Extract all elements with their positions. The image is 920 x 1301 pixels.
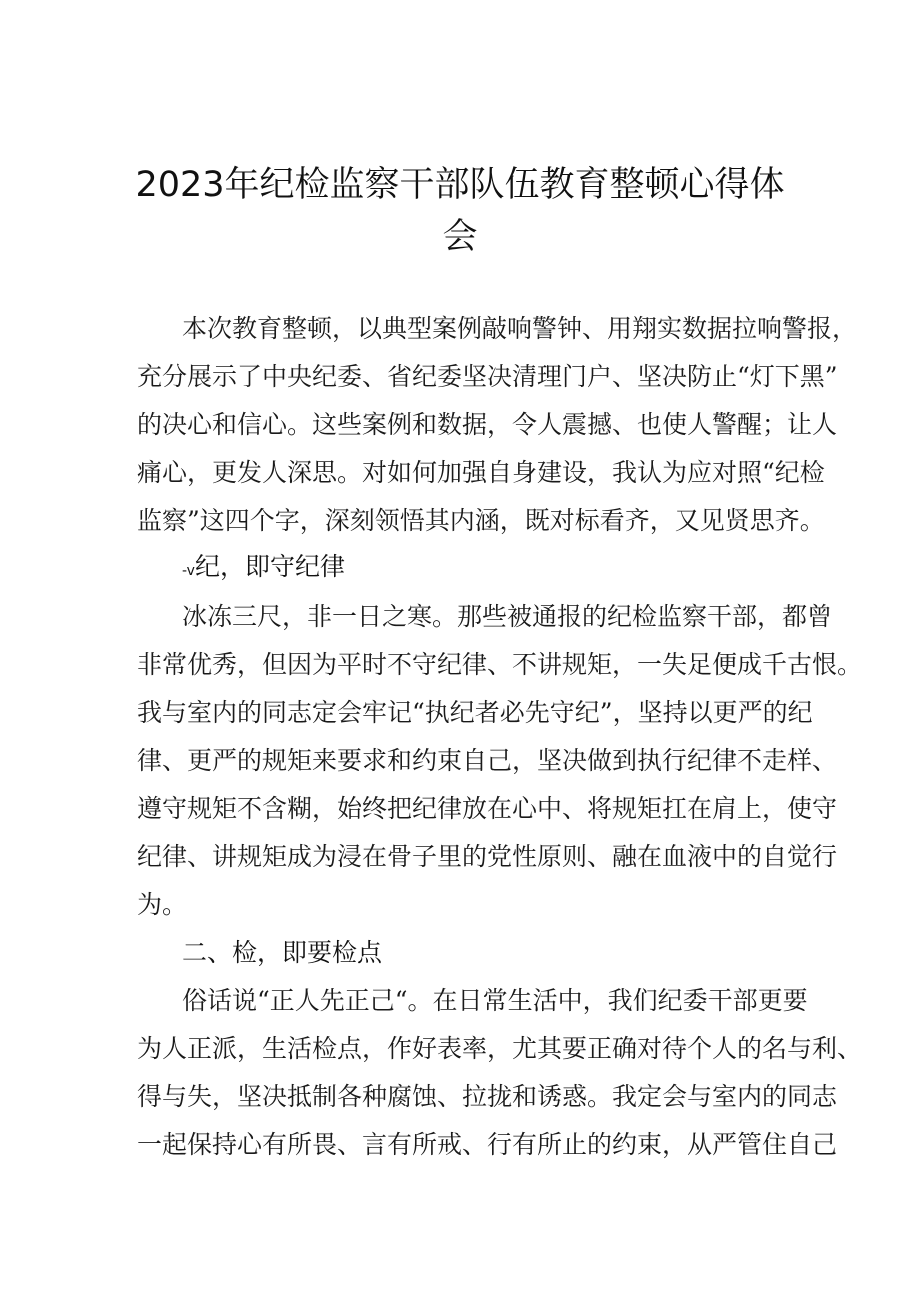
section-2-line-2: 为人正派，生活检点，作好表率，尤其要正确对待个人的名与利、: [137, 1034, 863, 1063]
document-title-line-1: 2023年纪检监察干部队伍教育整顿心得体: [135, 165, 785, 205]
section-1-line-2: 非常优秀，但因为平时不守纪律、不讲规矩，一失足便成千古恨。: [137, 650, 863, 679]
section-1-line-6: 纪律、讲规矩成为浸在骨子里的党性原则、融在血液中的自觉行: [137, 842, 838, 871]
intro-line-4: 痛心，更发人深思。对如何加强自身建设，我认为应对照“纪检: [137, 458, 825, 487]
intro-line-2: 充分展示了中央纪委、省纪委坚决清理门户、坚决防止“灯下黑”: [137, 362, 838, 391]
section-2-line-4: 一起保持心有所畏、言有所戒、行有所止的约束，从严管住自己: [137, 1130, 838, 1159]
section-2-line-3: 得与失，坚决抵制各种腐蚀、拉拢和诱惑。我定会与室内的同志: [137, 1082, 838, 1111]
section-1-heading-text: 纪，即守纪律: [194, 552, 345, 581]
section-1-line-4: 律、更严的规矩来要求和约束自己，坚决做到执行纪律不走样、: [137, 746, 838, 775]
document-title-line-2: 会: [442, 217, 478, 257]
section-1-heading-prefix: -v: [182, 563, 195, 579]
intro-line-1: 本次教育整顿，以典型案例敲响警钟、用翔实数据拉响警报，: [182, 314, 858, 343]
section-1-line-5: 遵守规矩不含糊，始终把纪律放在心中、将规矩扛在肩上，使守: [137, 794, 838, 823]
section-1-line-7: 为。: [137, 890, 188, 919]
section-1-line-3: 我与室内的同志定会牢记“执纪者必先守纪”，坚持以更严的纪: [137, 698, 813, 727]
section-1-heading: [182, 550, 345, 588]
section-2-line-1: 俗话说“正人先正己“。在日常生活中，我们纪委干部更要: [182, 986, 808, 1015]
intro-line-3: 的决心和信心。这些案例和数据，令人震撼、也使人警醒；让人: [137, 410, 838, 439]
intro-line-5: 监察”这四个字，深刻领悟其内涵，既对标看齐，又见贤思齐。: [137, 506, 825, 535]
section-1-line-1: 冰冻三尺，非一日之寒。那些被通报的纪检监察干部，都曾: [182, 602, 833, 631]
section-2-heading: 二、检，即要检点: [182, 938, 383, 967]
